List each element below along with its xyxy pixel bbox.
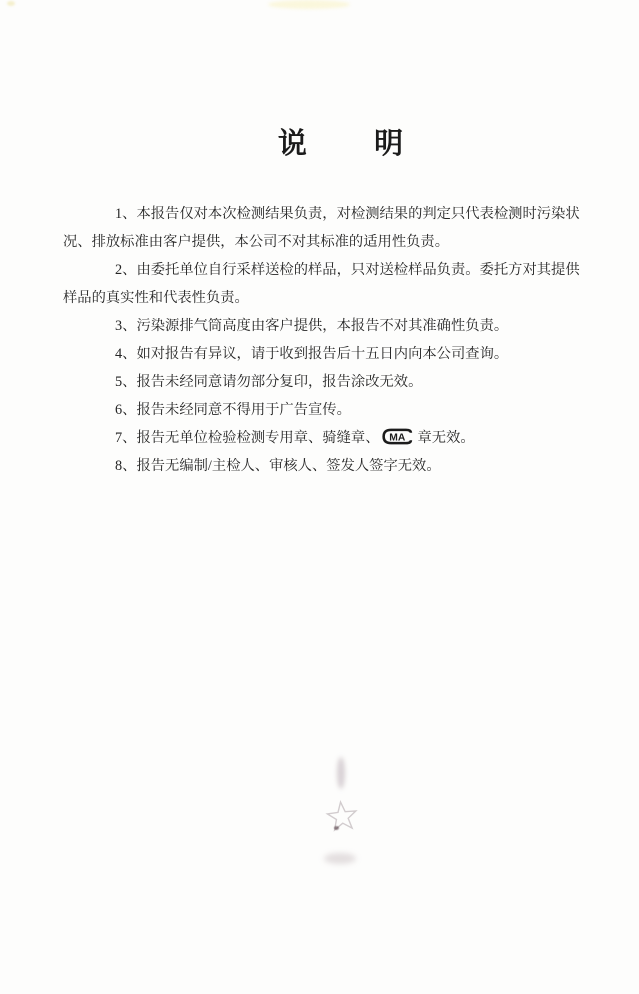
stamp-bleedthrough-smudge-lower	[324, 853, 356, 864]
notes-list	[63, 200, 583, 480]
scan-smudge-top	[268, 0, 350, 9]
note-item-7	[63, 424, 583, 452]
cma-stamp-label: MA	[388, 432, 405, 444]
note-item-5: 5、报告未经同意请勿部分复印，报告涂改无效。	[115, 374, 423, 390]
note-item-6: 6、报告未经同意不得用于广告宣传。	[115, 402, 351, 418]
note-item-4: 4、如对报告有异议，请于收到报告后十五日内向本公司查询。	[115, 346, 509, 362]
cma-stamp-icon	[382, 428, 415, 445]
stamp-bleedthrough-dot	[334, 826, 339, 830]
page-title: 说 明	[277, 128, 405, 160]
note-item-2: 2、由委托单位自行采样送检的样品，只对送检样品负责。委托方对其提供样品的真实性和代表性负责。	[63, 262, 580, 306]
stamp-bleedthrough-star-icon	[325, 799, 359, 838]
note-item-3: 3、污染源排气筒高度由客户提供，本报告不对其准确性负责。	[115, 318, 509, 334]
scan-speck-corner	[7, 1, 15, 6]
note-item-8: 8、报告无编制/主检人、审核人、签发人签字无效。	[115, 458, 441, 474]
note-item-7-text-pre: 7、报告无单位检验检测专用章、骑缝章、	[115, 430, 380, 446]
note-item-1: 1、本报告仅对本次检测结果负责，对检测结果的判定只代表检测时污染状况、排放标准由客户提供，本公司不对其标准的适用性负责。	[63, 206, 580, 250]
note-item-7-text-post: 章无效。	[417, 430, 475, 446]
stamp-bleedthrough-smudge	[337, 757, 345, 789]
